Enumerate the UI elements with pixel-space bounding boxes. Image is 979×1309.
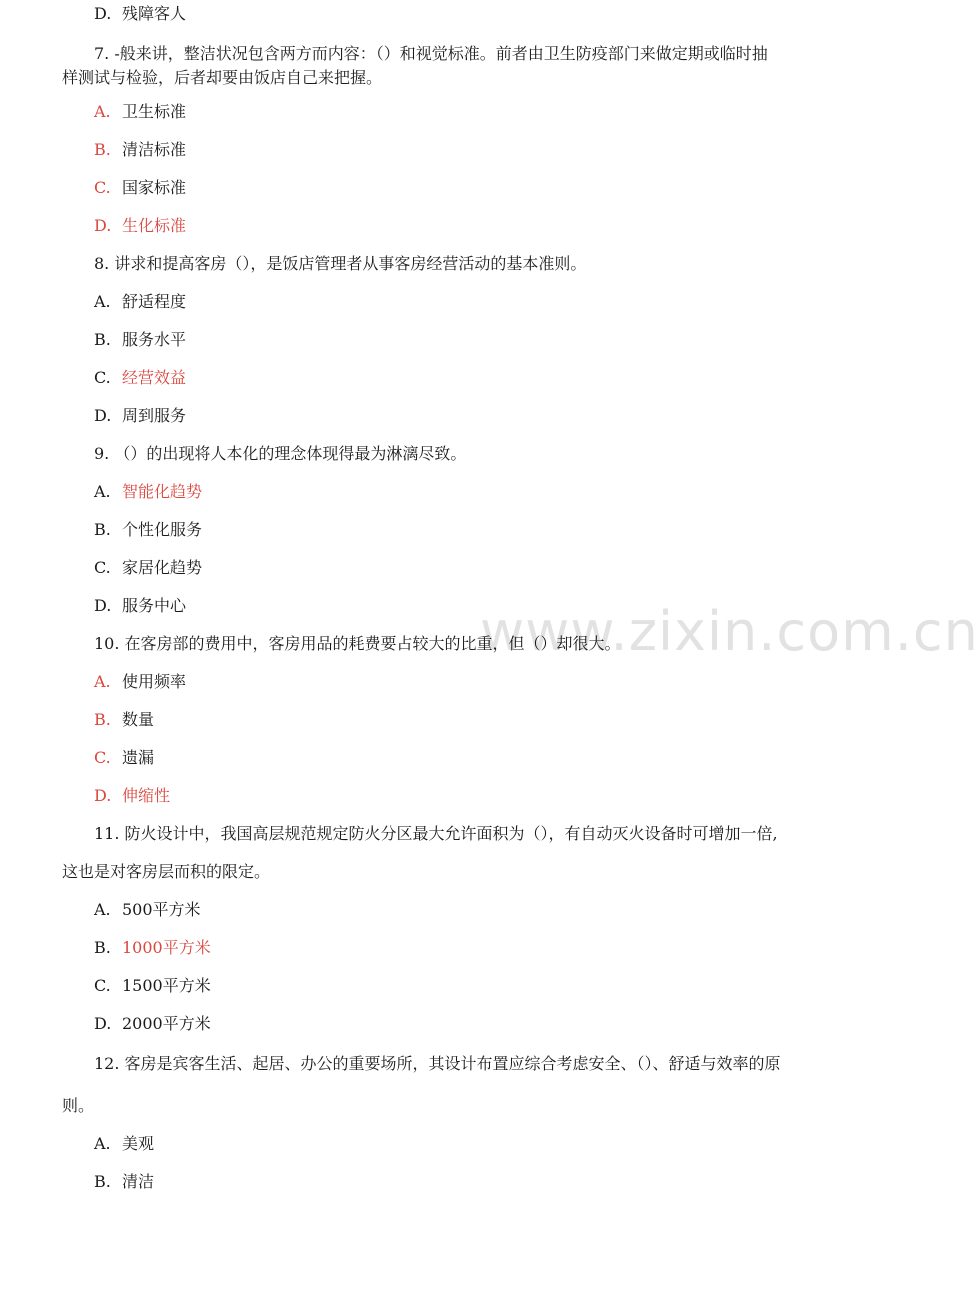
option-letter: C. xyxy=(94,368,111,387)
option-letter: D. xyxy=(94,406,112,425)
q8-option-d xyxy=(94,406,186,426)
option-letter: A. xyxy=(94,900,111,919)
option-text: 生化标准 xyxy=(122,216,187,235)
q7-option-b xyxy=(94,140,186,160)
option-letter: D. xyxy=(94,216,112,235)
option-text: 服务中心 xyxy=(122,596,187,615)
option-letter: D. xyxy=(94,1014,112,1033)
q10-option-b xyxy=(94,710,154,730)
q10-stem: 10. 在客房部的费用中，客房用品的耗费要占较大的比重，但（）却很大。 xyxy=(94,634,621,653)
q12-stem-line2: 则。 xyxy=(62,1096,95,1115)
option-text: 使用频率 xyxy=(122,672,187,691)
option-letter: C. xyxy=(94,178,111,197)
q10-option-c xyxy=(94,748,154,768)
option-letter: B. xyxy=(94,710,111,729)
q9-stem: 9. （）的出现将人本化的理念体现得最为淋漓尽致。 xyxy=(94,444,467,463)
option-letter: D. xyxy=(94,596,112,615)
option-text: 家居化趋势 xyxy=(122,558,203,577)
q8-option-b xyxy=(94,330,186,350)
q12-stem-line1: 12. 客房是宾客生活、起居、办公的重要场所，其设计布置应综合考虑安全、（）、舒适与效率的原 xyxy=(94,1054,781,1073)
option-letter: A. xyxy=(94,482,111,501)
option-letter: B. xyxy=(94,140,111,159)
option-text: 清洁 xyxy=(122,1172,155,1191)
q12-option-b xyxy=(94,1172,154,1192)
option-text: 2000平方米 xyxy=(122,1014,211,1033)
q11-stem-line1: 11. 防火设计中，我国高层规范规定防火分区最大允许面积为（），有自动灭火设备时可增加一倍, xyxy=(94,824,778,843)
q12-option-a xyxy=(94,1134,154,1154)
q9-option-c xyxy=(94,558,202,578)
option-text: 数量 xyxy=(122,710,155,729)
option-text: 经营效益 xyxy=(122,368,187,387)
option-letter: A. xyxy=(94,1134,111,1153)
option-letter: B. xyxy=(94,330,111,349)
option-letter: D. xyxy=(94,786,112,805)
q10-option-a xyxy=(94,672,186,692)
option-text: 1000平方米 xyxy=(122,938,211,957)
q7-option-a xyxy=(94,102,186,122)
q8-option-a xyxy=(94,292,186,312)
option-letter: A. xyxy=(94,102,111,121)
option-letter: C. xyxy=(94,976,111,995)
q11-option-a xyxy=(94,900,201,920)
option-text: 个性化服务 xyxy=(122,520,203,539)
q11-option-c xyxy=(94,976,211,996)
q9-option-d xyxy=(94,596,186,616)
option-text: 智能化趋势 xyxy=(122,482,203,501)
q7-stem-line1: 7. -般来讲，整洁状况包含两方而内容：（）和视觉标准。前者由卫生防疫部门来做定期或临时抽 xyxy=(94,44,768,63)
option-text: 1500平方米 xyxy=(122,976,211,995)
q9-option-a xyxy=(94,482,202,502)
option-text: 美观 xyxy=(122,1134,155,1153)
q9-option-b xyxy=(94,520,202,540)
q6-option-d xyxy=(94,4,186,24)
q11-option-d xyxy=(94,1014,211,1034)
option-text: 周到服务 xyxy=(122,406,187,425)
q7-option-d xyxy=(94,216,186,236)
option-text: 残障客人 xyxy=(122,4,187,23)
watermark: www.zixin.com.cn xyxy=(480,600,979,663)
option-text: 国家标准 xyxy=(122,178,187,197)
option-text: 卫生标准 xyxy=(122,102,187,121)
option-letter: C. xyxy=(94,748,111,767)
q8-stem: 8. 讲求和提高客房（），是饭店管理者从事客房经营活动的基本准则。 xyxy=(94,254,587,273)
option-letter: A. xyxy=(94,672,111,691)
q8-option-c xyxy=(94,368,186,388)
option-text: 清洁标准 xyxy=(122,140,187,159)
option-text: 遗漏 xyxy=(122,748,155,767)
option-letter: A. xyxy=(94,292,111,311)
option-letter: B. xyxy=(94,1172,111,1191)
q7-stem-line2: 样测试与检验，后者却要由饭店自己来把握。 xyxy=(62,68,383,87)
q11-option-b xyxy=(94,938,211,958)
option-text: 服务水平 xyxy=(122,330,187,349)
q7-option-c xyxy=(94,178,186,198)
option-letter: B. xyxy=(94,938,111,957)
q10-option-d xyxy=(94,786,170,806)
option-letter: D. xyxy=(94,4,112,23)
option-letter: B. xyxy=(94,520,111,539)
option-text: 舒适程度 xyxy=(122,292,187,311)
option-text: 伸缩性 xyxy=(122,786,171,805)
q11-stem-line2: 这也是对客房层而积的限定。 xyxy=(62,862,271,881)
option-letter: C. xyxy=(94,558,111,577)
option-text: 500平方米 xyxy=(122,900,201,919)
